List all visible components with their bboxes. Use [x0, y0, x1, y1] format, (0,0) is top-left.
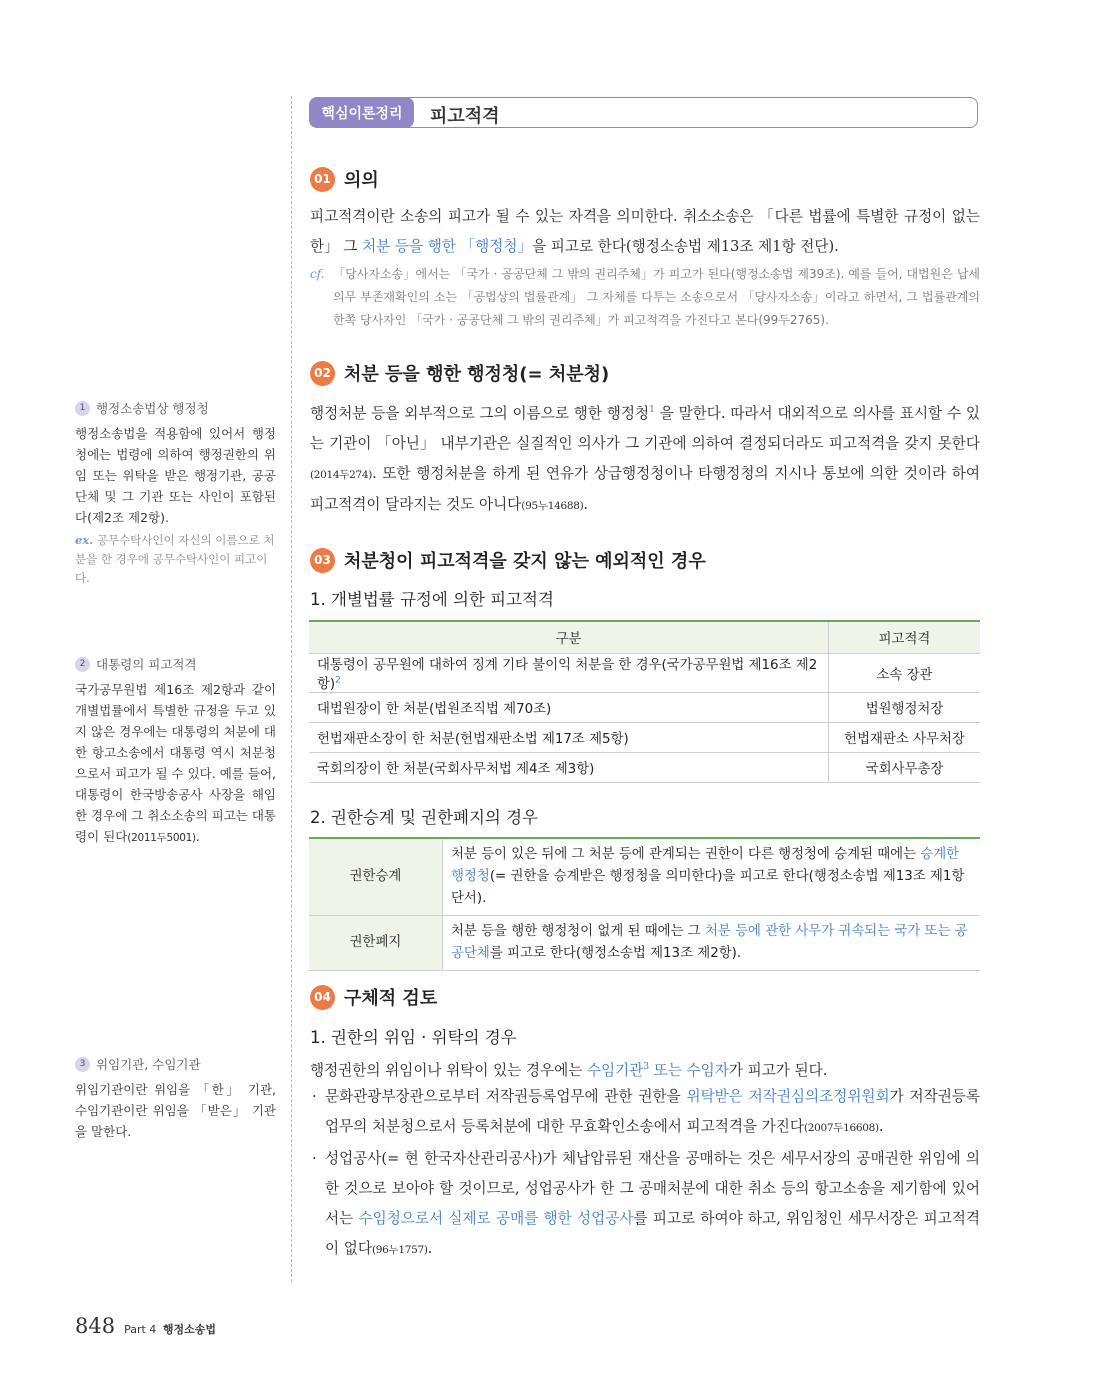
table-row: 권한승계 처분 등이 있은 뒤에 그 처분 등에 관계되는 권한이 다른 행정청에 승계된 때에는 승계한 행정청(= 권한을 승계받은 행정청을 의미한다)을 피고로 한다(행정소송법 제13조 제1항 단서). — [309, 838, 980, 916]
section-04-heading — [310, 984, 437, 1010]
note-title: 위임기관, 수임기관 — [96, 1057, 201, 1072]
table-row: 대통령이 공무원에 대하여 징계 기타 불이익 처분을 한 경우(국가공무원법 제16조 제2항)$^2$ 소속 장관 — [309, 654, 980, 693]
highlight-text: 승계한 행정청 — [451, 847, 960, 884]
section-number: 01 — [310, 167, 335, 192]
table-header: 피고적격 — [829, 621, 981, 654]
case-number: (96누1757) — [371, 1244, 428, 1256]
column-divider — [291, 96, 292, 1282]
note-number: 3 — [75, 1057, 90, 1072]
sidenote-2 — [75, 654, 276, 849]
bullet-item: · 성업공사(= 현 한국자산관리공사)가 체납압류된 재산을 공매하는 것은 세무서장의 공매권한 위임에 의한 것으로 보아야 할 것이므로, 성업공사가 한 그 공매처분에 대한 취소 등의 항고소송을 제기함에 있어서는 수임청으로서 실제로 공매를 행한 성업공사를 피고로 하여야 하고, 위임청인 세무서장은 피고적격이 없다(96누1757). — [312, 1150, 980, 1257]
case-number: (2007두16608) — [803, 1122, 879, 1134]
cf-note — [310, 263, 980, 332]
sidenote-3 — [75, 1054, 276, 1142]
cf-marker: cf. — [310, 267, 325, 281]
note-body: 위임기관이란 위임을 「한」 기관, 수임기관이란 위임을 「받은」 기관을 말한다. — [75, 1082, 276, 1139]
bullet-item: · 문화관광부장관으로부터 저작권등록업무에 관한 권한을 위탁받은 저작권심의조정위원회가 저작권등록업무의 처분청으로서 등록처분에 대한 무효확인소송에서 피고적격을 가진다(2007두16608). — [312, 1088, 980, 1135]
note-number: 2 — [75, 657, 90, 672]
cf-text: 「당사자소송」에서는 「국가 · 공공단체 그 밖의 권리주체」가 피고가 된다(행정소송법 제39조). 예를 들어, 대법원은 납세의무 부존재확인의 소는 「공법상의 법률관계」 그 자체를 다투는 소송으로서 「당사자소송」이라고 하면서, 그 법률관계의 한쪽 당사자인 「국가 · 공공단체 그 밖의 권리주체」가 피고적격을 가진다고 본다(99두2765). — [333, 267, 980, 327]
footnote-ref: 1 — [649, 405, 655, 415]
case-number: (2014두274) — [310, 468, 373, 481]
row-key: 권한승계 — [309, 838, 443, 916]
section-01-heading — [310, 166, 379, 192]
footnote-ref: 2 — [335, 675, 341, 686]
table-row: 국회의장이 한 처분(국회사무처법 제4조 제3항) 국회사무총장 — [309, 753, 980, 783]
row-key: 권한폐지 — [309, 916, 443, 971]
section-title: 처분청이 피고적격을 갖지 않는 예외적인 경우 — [344, 551, 706, 572]
page-title: 피고적격 — [430, 106, 500, 127]
table-row: 대법원장이 한 처분(법원조직법 제70조) 법원행정처장 — [309, 693, 980, 723]
section-number: 03 — [310, 548, 335, 573]
section-title: 의의 — [344, 170, 379, 191]
section-title: 처분 등을 행한 행정청(= 처분청) — [344, 364, 610, 385]
highlight-text: 처분 등을 행한 「행정청」 — [362, 238, 533, 255]
page-footer — [75, 1314, 216, 1338]
section-03-heading — [310, 547, 706, 573]
note-title: 대통령의 피고적격 — [96, 657, 197, 672]
section-02-paragraph: 행정처분 등을 외부적으로 그의 이름으로 행한 행정청$^1$ 을 말한다. 따라서 대외적으로 의사를 표시할 수 있는 기관이 「아닌」 내부기관은 실질적인 의사가 그 기관에 의하여 결정되더라도 피고적격을 갖지 못한다(2014두274). 또한 행정처분을 하게 된 연유가 상급행정청이나 타행정청의 지시나 통보에 의한 것이라 하여 피고적격이 달라지는 것도 아니다(95누14688). — [310, 404, 980, 513]
section-number: 02 — [310, 361, 335, 386]
note-body: 행정소송법을 적용함에 있어서 행정청에는 법령에 의하여 행정권한의 위임 또는 위탁을 받은 행정기관, 공공단체 및 그 기관 또는 사인이 포함된다(제2조 제2항). — [75, 426, 276, 525]
sidenote-1 — [75, 398, 276, 588]
section-04-paragraph: 행정권한의 위임이나 위탁이 있는 경우에는 수임기관$^3$ 또는 수임자가 피고가 된다. — [310, 1061, 828, 1079]
note-number: 1 — [75, 401, 90, 416]
subheading: 1. 개별법률 규정에 의한 피고적격 — [310, 590, 554, 609]
core-theory-badge: 핵심이론정리 — [310, 97, 414, 128]
note-body: 국가공무원법 제16조 제2항과 같이 개별법률에서 특별한 규정을 두고 있지 않은 경우에는 대통령의 처분에 대한 항고소송에서 대통령 역시 처분청으로서 피고가 될 수 있다. 예를 들어, 대통령이 한국방송공사 사장을 해임한 경우에 그 취소소송의 피고는 대통령이 된다(2011두5001). — [75, 682, 276, 844]
subheading: 1. 권한의 위임 · 위탁의 경우 — [310, 1028, 517, 1047]
note-title: 행정소송법상 행정청 — [96, 401, 209, 416]
section-01-paragraph: 피고적격이란 소송의 피고가 될 수 있는 자격을 의미한다. 취소소송은 「다른 법률에 특별한 규정이 없는 한」 그 처분 등을 행한 「행정청」을 피고로 한다(행정소송법 제13조 제1항 전단). — [310, 208, 980, 255]
section-header-box — [309, 97, 978, 128]
case-number: (95누14688) — [521, 499, 584, 512]
table-header: 구분 — [309, 621, 829, 654]
highlight-text: 처분 등에 관한 사무가 귀속되는 국가 또는 공공단체 — [451, 924, 968, 961]
page-number: 848 — [75, 1314, 116, 1338]
section-number: 04 — [310, 985, 335, 1010]
footnote-ref: 3 — [643, 1062, 650, 1072]
note-example: ex. 공무수탁사인이 자신의 이름으로 처분을 한 경우에 공무수탁사인이 피고이다. — [75, 533, 275, 585]
part-label: Part 4 행정소송법 — [124, 1323, 216, 1336]
subheading: 2. 권한승계 및 권한폐지의 경우 — [310, 808, 538, 827]
table-row: 헌법재판소장이 한 처분(헌법재판소법 제17조 제5항) 헌법재판소 사무처장 — [309, 723, 980, 753]
table-row: 권한폐지 처분 등을 행한 행정청이 없게 된 때에는 그 처분 등에 관한 사무가 귀속되는 국가 또는 공공단체를 피고로 한다(행정소송법 제13조 제2항). — [309, 916, 980, 971]
defendant-table — [309, 620, 980, 783]
section-title: 구체적 검토 — [344, 988, 438, 1009]
section-02-heading — [310, 360, 609, 386]
succession-table — [309, 837, 980, 971]
